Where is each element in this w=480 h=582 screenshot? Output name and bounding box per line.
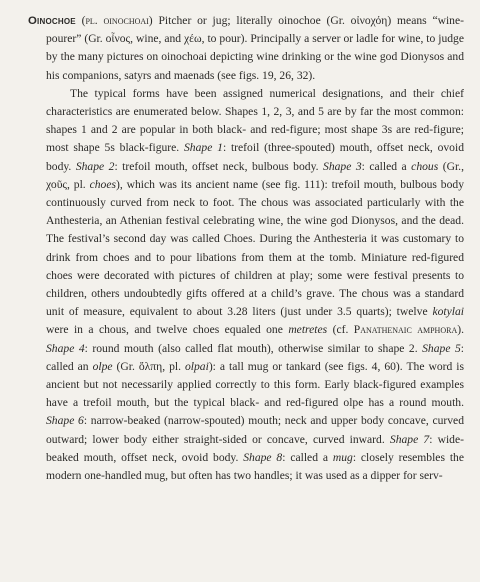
shape6-text: : narrow-beaked (narrow-spouted) mouth; neck and upper body concave, curved outward; lower body either straight-sided or concave, curved inward.	[46, 414, 465, 446]
entry-definition	[28, 12, 464, 85]
shape5-text: ): a tall mug or tankard (see figs. 4, 60). The word is ancient but not necessarily applied correctly to this form. Early black-figured examples have a trefoil mouth, but the typical black- and red-figured olpe has a round mouth.	[46, 359, 464, 410]
entry-shapes-paragraph	[28, 85, 464, 485]
term-mug: mug	[332, 450, 353, 464]
shape8-text: : closely resembles the modern one-handled mug, but often has two handles; it was used as a dipper for serv-	[46, 450, 464, 483]
cross-reference: Panathenaic amphora	[353, 323, 458, 337]
shape5-text: : called an	[46, 341, 465, 373]
term-chous: chous	[411, 159, 439, 173]
shape8-text: : called a	[282, 450, 333, 464]
term-olpai: olpai	[184, 359, 209, 373]
shape3-text: were in a chous, and twelve choes equaled one	[46, 323, 289, 337]
shape4-text: : round mouth (also called flat mouth), otherwise similar to shape 2.	[84, 341, 423, 355]
definition-text: Pitcher or jug; literally oinochoe (Gr. οἰνοχόη) means “wine-pourer” (Gr. οἶνος, wine, and χέω, to pour). Principally a server or ladle for wine, to judge by the many pictures on oinochoai depicting wine drinking or the wine god Dionysos and his companions, satyrs and maenads (see figs. 19, 26, 32).	[46, 14, 464, 82]
shape3-text: ).	[457, 323, 464, 337]
term-kotylai: kotylai	[432, 305, 464, 319]
shape7-text: : wide-beaked mouth, offset neck, ovoid body.	[46, 432, 464, 464]
glossary-entry	[28, 12, 464, 485]
shape3-text: (Gr., χοῦς, pl.	[46, 159, 464, 191]
shape2-label: Shape 2	[75, 159, 115, 173]
shape4-label: Shape 4	[46, 341, 85, 355]
shape7-label: Shape 7	[389, 432, 430, 446]
entry-plural: (pl. oinochoai)	[81, 14, 153, 27]
shape2-text: : trefoil mouth, offset neck, bulbous body.	[114, 159, 324, 173]
term-olpe: olpe	[92, 359, 113, 373]
shape8-label: Shape 8	[243, 450, 283, 464]
shapes-intro: The typical forms have been assigned numerical designations, and their chief characteristics are enumerated below. Shapes 1, 2, 3, and 5 are by far the most common: shapes 1 and 2 are popular in both black- and red-figure; most shape 3s are red-figure; most shape 5s black-figure.	[46, 86, 464, 155]
shape6-label: Shape 6	[46, 414, 84, 428]
shape3-text: (cf.	[327, 323, 354, 337]
shape1-label: Shape 1	[184, 141, 223, 155]
shape3-text: ), which was its ancient name (see fig. 111): trefoil mouth, bulbous body continuously curved from neck to foot. The chous was associated particularly with the Anthesteria, an Athenian festival celebrating wine, the wine god Dionysos, and the dead. The festival’s second day was called Choes. During the Anthesteria it was customary to drink from choes and to pour libations from them at the tomb. Miniature red-figured choes were decorated with pictures of children at play; some were festival presents to children, others undoubtedly gifts offered at a child’s grave. The chous was a standard unit of measure, equivalent to about 3.28 liters (just under 3.5 quarts); twelve	[46, 177, 464, 319]
entry-headword: Oinochoe	[28, 15, 76, 27]
term-choes: choes	[89, 177, 116, 191]
shape1-text: : trefoil (three-spouted) mouth, offset neck, ovoid body.	[46, 141, 464, 173]
shape5-text: (Gr. ὄλπη, pl.	[112, 359, 185, 373]
shape5-label: Shape 5	[422, 341, 461, 355]
shape3-label: Shape 3	[323, 159, 362, 173]
term-metretes: metretes	[288, 323, 328, 337]
shape3-text: : called a	[361, 159, 412, 173]
